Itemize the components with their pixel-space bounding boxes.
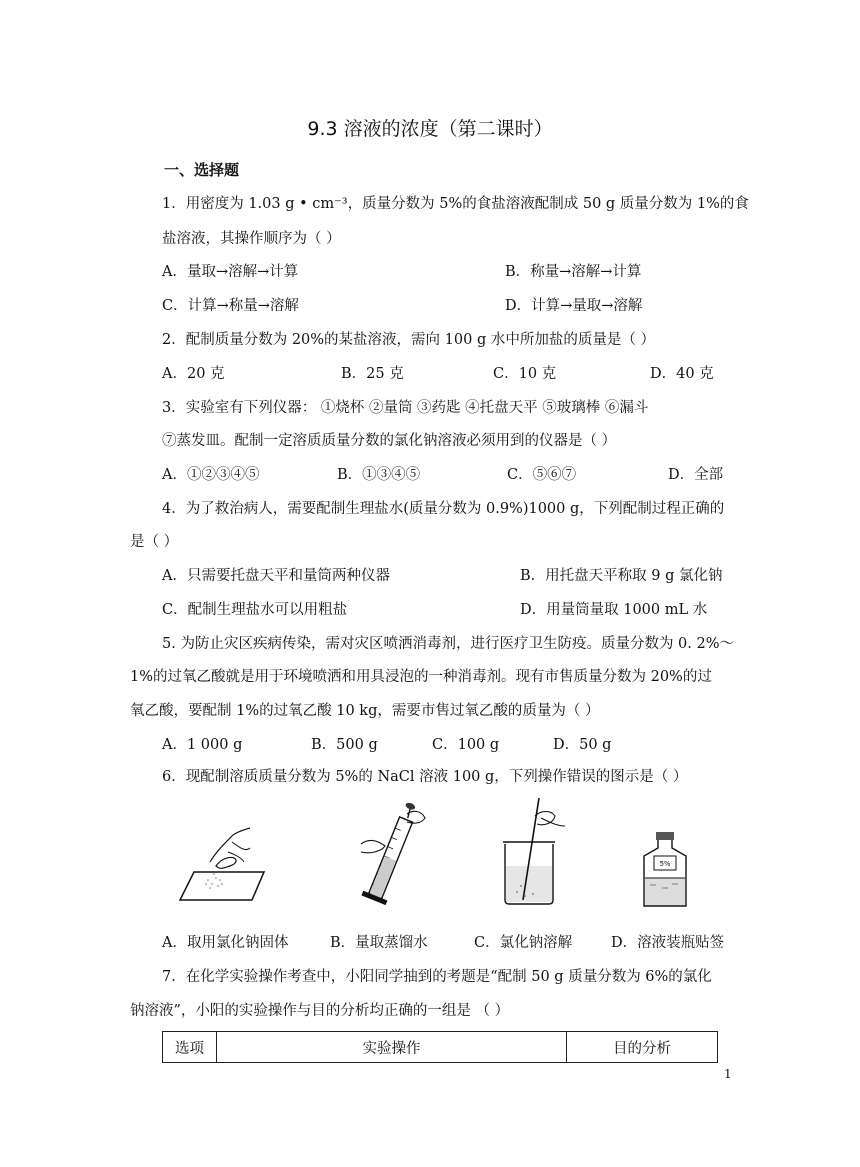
q6-option-b: B．量取蒸馏水 [330, 935, 428, 951]
q3-text-line2: ⑦蒸发皿。配制一定溶质质量分数的氯化钠溶液必须用到的仪器是（ ） [162, 433, 617, 449]
table-header-operation: 实验操作 [217, 1032, 567, 1063]
q4-option-d: D．用量筒量取 1000 mL 水 [520, 602, 708, 618]
q4-text-line1: 4．为了救治病人，需要配制生理盐水(质量分数为 0.9%)1000 g，下列配制过程正确的 [162, 501, 725, 517]
q3-option-c: C．⑤⑥⑦ [507, 467, 577, 483]
q1-option-c: C．计算→称量→溶解 [162, 298, 299, 314]
measure-water-illustration [355, 800, 435, 910]
q6-option-d: D．溶液装瓶贴签 [611, 935, 725, 951]
table-header-row [163, 1032, 718, 1063]
q2-text: 2．配制质量分数为 20%的某盐溶液，需向 100 g 水中所加盐的质量是（ ） [162, 332, 655, 348]
q5-text-line3: 氧乙酸，要配制 1%的过氧乙酸 10 kg，需要市售过氧乙酸的质量为（ ） [130, 703, 600, 719]
q5-option-c: C．100 g [432, 737, 500, 753]
q3-option-d: D．全部 [668, 467, 724, 483]
q5-option-a: A．1 000 g [162, 737, 243, 753]
q5-text-line1: 5. 为防止灾区疾病传染，需对灾区喷洒消毒剂，进行医疗卫生防疫。质量分数为 0. 2%～ [162, 636, 734, 652]
q4-option-a: A．只需要托盘天平和量筒两种仪器 [162, 568, 390, 584]
q6-text: 6．现配制溶质质量分数为 5%的 NaCl 溶液 100 g，下列操作错误的图示是（ ） [162, 769, 688, 785]
q1-option-d: D．计算→量取→溶解 [505, 298, 643, 314]
q5-text-line2: 1%的过氧乙酸就是用于环境喷洒和用具浸泡的一种消毒剂。现有市售质量分数为 20%的过 [130, 669, 712, 685]
q7-text-line2: 钠溶液”，小阳的实验操作与目的分析均正确的一组是 （ ） [130, 1003, 510, 1019]
q2-option-d: D．40 克 [650, 366, 714, 382]
section-heading: 一、选择题 [164, 161, 240, 179]
page-number: 1 [724, 1067, 732, 1081]
q4-text-line2: 是（ ） [130, 534, 179, 550]
dissolve-illustration [495, 796, 575, 908]
page-title: 9.3 溶液的浓度（第二课时） [307, 118, 553, 140]
q3-option-b: B．①③④⑤ [337, 467, 421, 483]
take-salt-illustration [172, 822, 272, 907]
q5-option-d: D．50 g [553, 737, 612, 753]
q6-option-a: A．取用氯化钠固体 [162, 935, 289, 951]
q6-option-c: C．氯化钠溶解 [474, 935, 573, 951]
q3-text-line1: 3．实验室有下列仪器： ①烧杯 ②量筒 ③药匙 ④托盘天平 ⑤玻璃棒 ⑥漏斗 [162, 400, 649, 416]
table-header-analysis: 目的分析 [567, 1032, 718, 1063]
answer-table [162, 1031, 718, 1063]
q2-option-b: B．25 克 [341, 366, 404, 382]
q5-option-b: B．500 g [311, 737, 378, 753]
table-header-option: 选项 [163, 1032, 217, 1063]
bottle-label-text: 5% [659, 860, 671, 868]
q1-text-line2: 盐溶液，其操作顺序为（ ） [162, 231, 341, 247]
q1-option-b: B．称量→溶解→计算 [505, 264, 642, 280]
q1-option-a: A．量取→溶解→计算 [162, 264, 299, 280]
q2-option-a: A．20 克 [162, 366, 225, 382]
q3-option-a: A．①②③④⑤ [162, 467, 260, 483]
q4-option-b: B．用托盘天平称取 9 g 氯化钠 [520, 568, 723, 584]
q7-text-line1: 7．在化学实验操作考查中，小阳同学抽到的考题是“配制 50 g 质量分数为 6%的氯化 [162, 969, 712, 985]
q1-text-line1: 1．用密度为 1.03 g • cm⁻³，质量分数为 5%的食盐溶液配制成 50 g 质量分数为 1%的食 [162, 196, 749, 212]
labeled-bottle-illustration [640, 830, 690, 910]
q2-option-c: C．10 克 [493, 366, 557, 382]
q4-option-c: C．配制生理盐水可以用粗盐 [162, 602, 348, 618]
